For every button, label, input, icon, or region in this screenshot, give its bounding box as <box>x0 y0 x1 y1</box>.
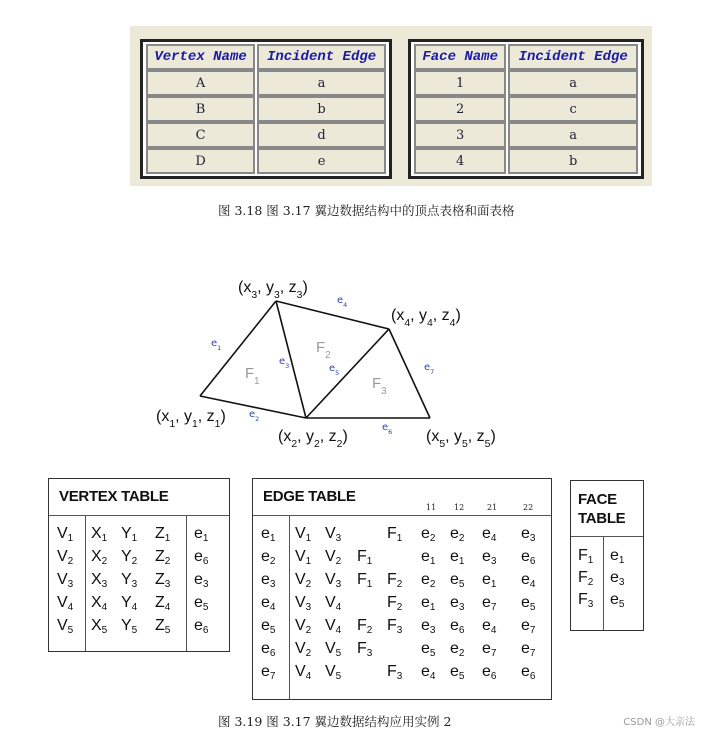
vertex-label: ($x_2$, $y_2$, $z_2$) <box>278 428 348 450</box>
table-cell: $F_3$ <box>387 617 403 636</box>
table-cell: $e_5$ <box>521 594 536 613</box>
figure-caption-3-18: 图 3.18 图 3.17 翼边数据结构中的顶点表格和面表格 <box>218 203 515 218</box>
table-cell: $e_4$ <box>421 663 436 682</box>
vertex-label: ($x_3$, $y_3$, $z_3$) <box>238 279 308 301</box>
table-cell: $Z_5$ <box>155 617 171 636</box>
table-cell: 3 <box>414 122 506 148</box>
table-cell: $V_1$ <box>295 548 312 567</box>
table-cell: $F_1$ <box>357 548 373 567</box>
table-cell: B <box>146 96 255 122</box>
table-header: Incident Edge <box>257 44 386 70</box>
table-cell: $V_2$ <box>295 571 312 590</box>
table-cell: $e_6$ <box>521 663 536 682</box>
table-cell: $Z_4$ <box>155 594 171 613</box>
table-cell: $e_2$ <box>421 525 436 544</box>
table-cell: $F_1$ <box>578 547 594 566</box>
table-cell: $V_3$ <box>295 594 312 613</box>
column-number: 11 <box>426 503 437 512</box>
face-label: $F_1$ <box>245 365 260 387</box>
table-cell: $e_5$ <box>610 591 625 610</box>
table-cell: $e_3$ <box>521 525 536 544</box>
vertex-label: ($x_1$, $y_1$, $z_1$) <box>156 408 226 430</box>
table-cell: $Z_2$ <box>155 548 171 567</box>
table-cell: $Z_1$ <box>155 525 171 544</box>
column-number: 21 <box>487 503 498 512</box>
table-cell: $e_3$ <box>610 569 625 588</box>
table-cell: $V_3$ <box>325 571 342 590</box>
table-cell: $e_6$ <box>521 548 536 567</box>
table-cell: $e_7$ <box>521 640 536 659</box>
table-cell: $V_5$ <box>57 617 74 636</box>
table-cell: $X_2$ <box>91 548 108 567</box>
edge-table-title: EDGE TABLE <box>263 488 356 505</box>
table-cell: $e_6$ <box>194 548 209 567</box>
table-rule <box>571 536 643 537</box>
table-cell: C <box>146 122 255 148</box>
table-cell: $e_7$ <box>482 594 497 613</box>
table-cell: c <box>508 96 638 122</box>
table-cell: $Y_5$ <box>121 617 138 636</box>
watermark: CSDN @大亲法 <box>623 717 695 728</box>
table-cell: $F_1$ <box>357 571 373 590</box>
table-cell: 2 <box>414 96 506 122</box>
table-cell: $e_6$ <box>261 640 276 659</box>
table-cell: $V_4$ <box>325 617 342 636</box>
table-cell: $e_2$ <box>450 640 465 659</box>
table-cell: $e_4$ <box>521 571 536 590</box>
table-rule <box>85 515 86 651</box>
table-header: Face Name <box>414 44 506 70</box>
table-cell: $e_1$ <box>421 594 436 613</box>
table-cell: $e_3$ <box>421 617 436 636</box>
table-cell: $e_2$ <box>421 571 436 590</box>
table-rule <box>253 515 551 516</box>
edge-table-box <box>252 478 552 700</box>
table-cell: $F_3$ <box>387 663 403 682</box>
table-cell: $V_4$ <box>57 594 74 613</box>
table-rule <box>603 536 604 630</box>
table-cell: $F_2$ <box>578 569 594 588</box>
column-number: 22 <box>523 503 534 512</box>
table-cell: $V_2$ <box>57 548 74 567</box>
table-cell: $X_1$ <box>91 525 108 544</box>
table-cell: $e_5$ <box>421 640 436 659</box>
table-rule <box>186 515 187 651</box>
table-cell: $V_2$ <box>295 617 312 636</box>
table-cell: $F_2$ <box>357 617 373 636</box>
table-cell: $e_3$ <box>482 548 497 567</box>
vertex-label: ($x_4$, $y_4$, $z_4$) <box>391 307 461 329</box>
table-cell: b <box>257 96 386 122</box>
table-cell: e <box>257 148 386 174</box>
table-cell: $e_3$ <box>261 571 276 590</box>
table-cell: a <box>257 70 386 96</box>
table-cell: $e_1$ <box>194 525 209 544</box>
table-rule <box>289 515 290 699</box>
edge-label: $e_7$ <box>424 362 435 376</box>
table-cell: a <box>508 122 638 148</box>
table-cell: $V_4$ <box>325 594 342 613</box>
table-cell: $F_3$ <box>357 640 373 659</box>
edge-label: $e_2$ <box>249 409 260 423</box>
face-table-title-line1: FACE <box>578 491 617 508</box>
table-cell: $V_4$ <box>295 663 312 682</box>
table-cell: 4 <box>414 148 506 174</box>
vertex-label: ($x_5$, $y_5$, $z_5$) <box>426 428 496 450</box>
table-header: Vertex Name <box>146 44 255 70</box>
table-cell: $e_7$ <box>261 663 276 682</box>
table-cell: $e_5$ <box>450 571 465 590</box>
table-cell: $e_6$ <box>482 663 497 682</box>
table-cell: $Z_3$ <box>155 571 171 590</box>
table-cell: $V_2$ <box>295 640 312 659</box>
table-cell: $e_3$ <box>194 571 209 590</box>
vertex-table-box <box>48 478 230 652</box>
edge-label: $e_3$ <box>279 356 290 370</box>
column-number: 12 <box>454 503 465 512</box>
table-cell: $X_3$ <box>91 571 108 590</box>
table-cell: b <box>508 148 638 174</box>
figure-caption-3-19: 图 3.19 图 3.17 翼边数据结构应用实例 2 <box>218 714 452 729</box>
face-label: $F_3$ <box>372 375 387 397</box>
table-cell: $Y_1$ <box>121 525 138 544</box>
table-cell: $Y_2$ <box>121 548 138 567</box>
table-cell: $e_3$ <box>450 594 465 613</box>
table-cell: $F_2$ <box>387 571 403 590</box>
table-cell: $e_7$ <box>521 617 536 636</box>
table-cell: $e_6$ <box>194 617 209 636</box>
edge-label: $e_6$ <box>382 422 393 436</box>
table-cell: $e_4$ <box>482 617 497 636</box>
table-cell: $e_1$ <box>610 547 625 566</box>
table-cell: 1 <box>414 70 506 96</box>
table-cell: $e_1$ <box>450 548 465 567</box>
table-cell: $e_1$ <box>482 571 497 590</box>
table-cell: $X_4$ <box>91 594 108 613</box>
table-cell: $F_1$ <box>387 525 403 544</box>
table-cell: $e_7$ <box>482 640 497 659</box>
table-cell: $e_2$ <box>450 525 465 544</box>
edge-e4-line <box>276 301 389 329</box>
table-cell: $V_2$ <box>325 548 342 567</box>
table-cell: $V_1$ <box>295 525 312 544</box>
table-cell: d <box>257 122 386 148</box>
table-cell: $e_1$ <box>261 525 276 544</box>
table-cell: $V_1$ <box>57 525 74 544</box>
table-cell: $V_3$ <box>57 571 74 590</box>
table-cell: $e_4$ <box>261 594 276 613</box>
table-cell: $Y_4$ <box>121 594 138 613</box>
table-cell: $e_6$ <box>450 617 465 636</box>
table-cell: $e_1$ <box>421 548 436 567</box>
table-cell: $F_2$ <box>387 594 403 613</box>
table-header: Incident Edge <box>508 44 638 70</box>
edge-label: $e_5$ <box>329 363 340 377</box>
table-cell: $Y_3$ <box>121 571 138 590</box>
face-table-title-line2: TABLE <box>578 510 626 527</box>
table-cell: a <box>508 70 638 96</box>
face-table-box <box>570 480 644 631</box>
table-cell: $F_3$ <box>578 591 594 610</box>
table-cell: $e_5$ <box>450 663 465 682</box>
table-cell: A <box>146 70 255 96</box>
table-cell: $V_5$ <box>325 640 342 659</box>
table-cell: D <box>146 148 255 174</box>
table-cell: $e_5$ <box>261 617 276 636</box>
face-label: $F_2$ <box>316 339 331 361</box>
table-rule <box>49 515 229 516</box>
edge-e7-line <box>389 329 430 418</box>
table-cell: $V_5$ <box>325 663 342 682</box>
table-cell: $V_3$ <box>325 525 342 544</box>
table-cell: $e_4$ <box>482 525 497 544</box>
table-cell: $e_5$ <box>194 594 209 613</box>
edge-label: $e_1$ <box>211 338 222 352</box>
vertex-table-title: VERTEX TABLE <box>59 488 169 505</box>
edge-label: $e_4$ <box>337 295 348 309</box>
table-cell: $X_5$ <box>91 617 108 636</box>
table-cell: $e_2$ <box>261 548 276 567</box>
